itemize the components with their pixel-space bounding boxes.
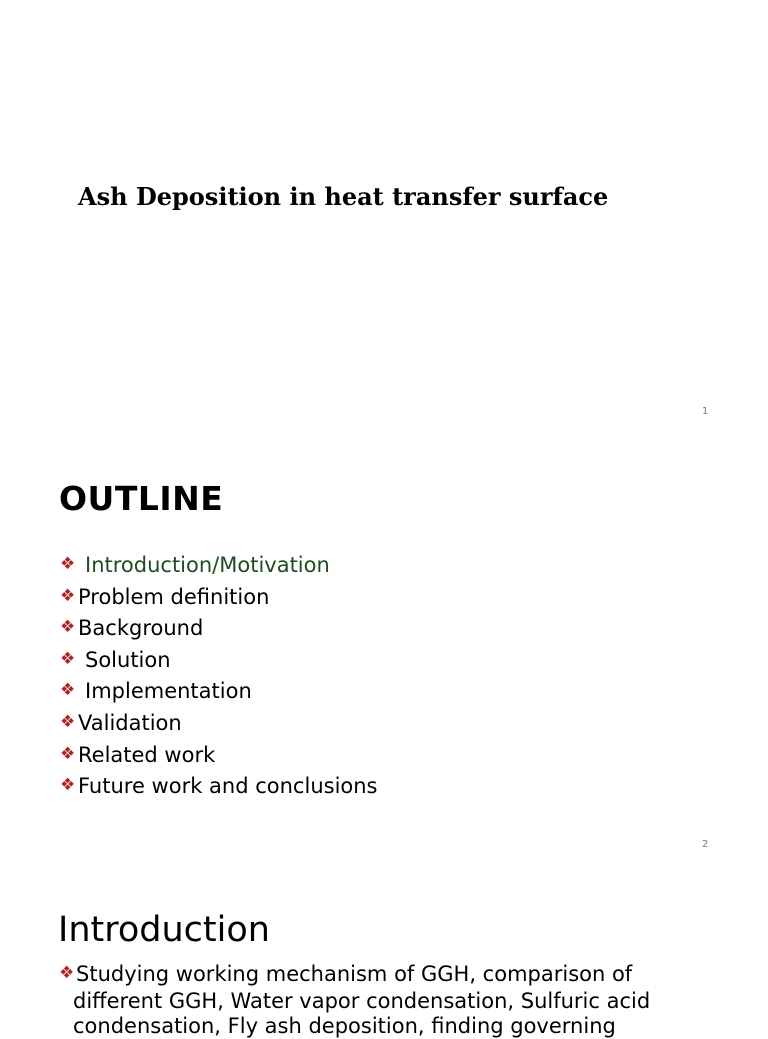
- outline-item-label: Validation: [78, 710, 182, 735]
- diamond-bullet-icon: ❖: [60, 648, 76, 669]
- diamond-bullet-icon: ❖: [60, 680, 76, 701]
- outline-item-label: Related work: [78, 742, 216, 767]
- outline-item-implementation: [60, 677, 378, 709]
- slide-1-title: Ash Deposition in heat transfer surface: [78, 182, 609, 211]
- outline-item-solution: [60, 646, 378, 678]
- outline-item-label: Introduction/Motivation: [85, 553, 330, 577]
- slide-2-page-number: 2: [702, 839, 709, 850]
- intro-line-3: condensation, Fly ash deposition, finding governing: [73, 1014, 616, 1038]
- introduction-title: Introduction: [58, 910, 270, 950]
- outline-item-label: Future work and conclusions: [78, 774, 378, 799]
- outline-item-future-work: [60, 772, 378, 804]
- outline-item-label: Problem definition: [78, 584, 270, 609]
- outline-list: [60, 551, 378, 804]
- outline-item-label: Implementation: [85, 679, 252, 704]
- outline-item-validation: [60, 709, 378, 741]
- slide-2: [0, 433, 768, 866]
- outline-item-label: Background: [78, 616, 204, 641]
- outline-item-label: Solution: [85, 647, 171, 672]
- slide-1: [0, 0, 768, 433]
- slide-3: [0, 866, 768, 1038]
- outline-item-introduction: [60, 551, 378, 583]
- outline-title: OUTLINE: [59, 479, 224, 518]
- outline-item-related-work: [60, 741, 378, 773]
- diamond-bullet-icon: ❖: [60, 585, 76, 606]
- introduction-bullet-text: [59, 962, 679, 1039]
- diamond-bullet-icon: ❖: [60, 743, 76, 764]
- outline-item-background: [60, 614, 378, 646]
- outline-item-problem-definition: [60, 583, 378, 615]
- intro-line-1: Studying working mechanism of GGH, comparison of: [76, 962, 633, 986]
- diamond-bullet-icon: ❖: [60, 775, 76, 796]
- intro-line-2: different GGH, Water vapor condensation, Sulfuric acid: [73, 989, 651, 1013]
- slide-1-page-number: 1: [702, 406, 709, 417]
- diamond-bullet-icon: ❖: [60, 711, 76, 732]
- diamond-bullet-icon: ❖: [59, 963, 75, 983]
- diamond-bullet-icon: ❖: [60, 617, 76, 638]
- diamond-bullet-icon: ❖: [60, 554, 76, 574]
